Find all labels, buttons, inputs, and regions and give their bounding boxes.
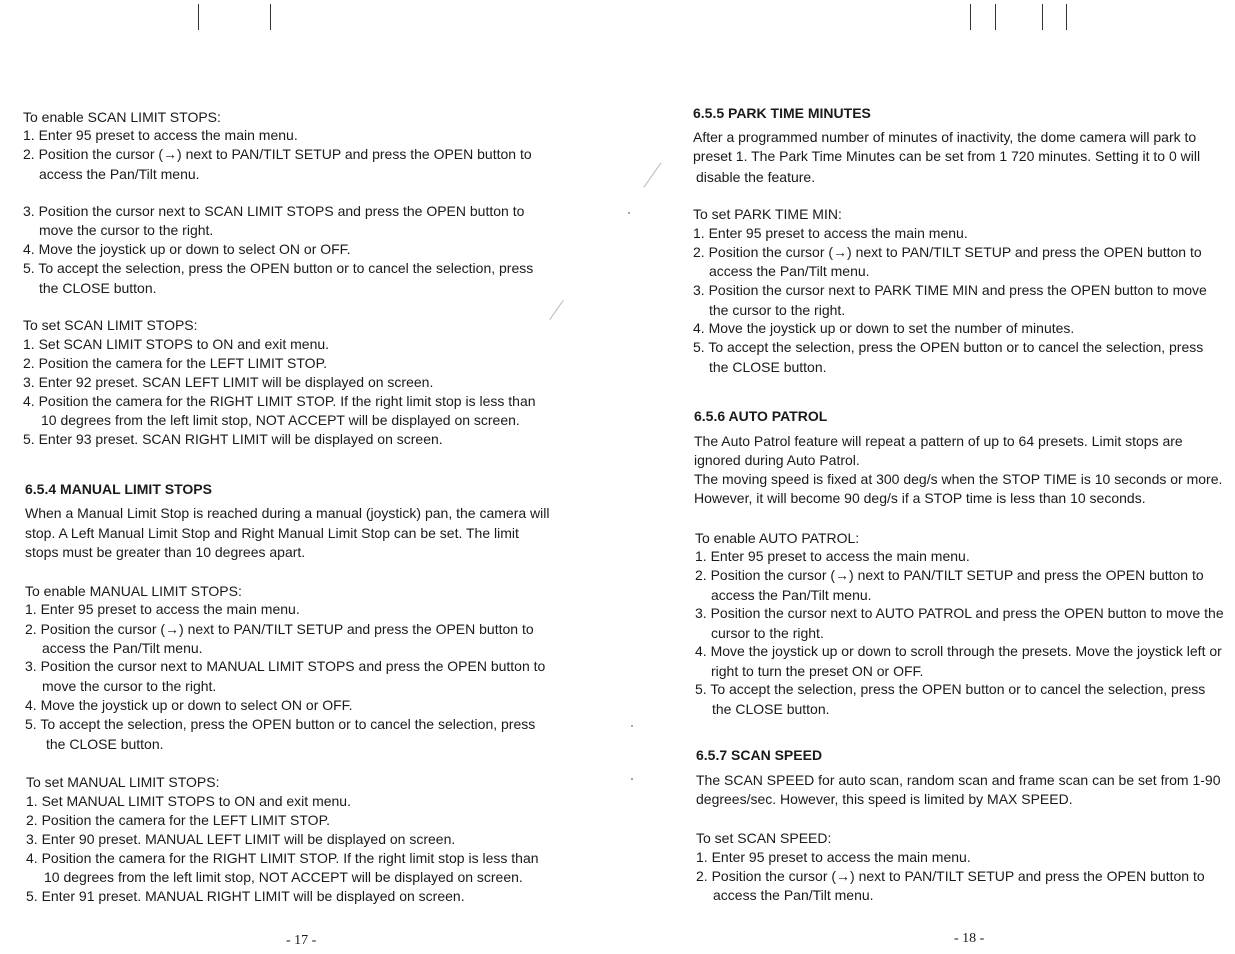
section-intro: To set PARK TIME MIN: (693, 206, 842, 222)
body-text: The SCAN SPEED for auto scan, random scan and frame scan can be set from 1-90 (696, 772, 1221, 788)
body-text: stops must be greater than 10 degrees apart. (25, 544, 306, 560)
step-text: cursor to the right. (711, 625, 824, 641)
step-text: 5. To accept the selection, press the OPEN button or to cancel the selection, press (23, 260, 534, 276)
body-text: However, it will become 90 deg/s if a STOP time is less than 10 seconds. (694, 490, 1146, 506)
step-text: 1. Enter 95 preset to access the main menu. (693, 225, 968, 241)
step-text: 1. Enter 95 preset to access the main menu. (23, 127, 298, 143)
step-text: 4. Position the camera for the RIGHT LIMIT STOP. If the right limit stop is less than (26, 850, 539, 866)
section-intro: To set SCAN LIMIT STOPS: (23, 317, 198, 333)
step-text: access the Pan/Tilt menu. (709, 263, 870, 279)
step-text: 4. Move the joystick up or down to select ON or OFF. (23, 241, 351, 257)
step-text: 1. Enter 95 preset to access the main menu. (695, 548, 970, 564)
step-text: 2. Position the camera for the LEFT LIMIT STOP. (26, 812, 330, 828)
step-text: move the cursor to the right. (39, 222, 214, 238)
step-text: the CLOSE button. (39, 280, 157, 296)
section-intro: To set SCAN SPEED: (696, 830, 832, 846)
body-text: The moving speed is fixed at 300 deg/s when the STOP TIME is 10 seconds or more. (694, 471, 1223, 487)
step-text: 5. To accept the selection, press the OPEN button or to cancel the selection, press (693, 339, 1204, 355)
section-intro: To enable AUTO PATROL: (695, 530, 860, 546)
step-text: access the Pan/Tilt menu. (39, 166, 200, 182)
right-page (617, 0, 1235, 954)
step-text: the CLOSE button. (709, 359, 827, 375)
step-text: 3. Position the cursor next to PARK TIME MIN and press the OPEN button to move (693, 282, 1207, 298)
body-text: ignored during Auto Patrol. (694, 452, 860, 468)
body-text: stop. A Left Manual Limit Stop and Right Manual Limit Stop can be set. The limit (25, 525, 519, 541)
step-text: 3. Position the cursor next to SCAN LIMIT STOPS and press the OPEN button to (23, 203, 525, 219)
section-heading: 6.5.5 PARK TIME MINUTES (693, 105, 871, 121)
step-text: access the Pan/Tilt menu. (711, 587, 872, 603)
step-text: 10 degrees from the left limit stop, NOT ACCEPT will be displayed on screen. (41, 412, 520, 428)
step-text: 3. Position the cursor next to AUTO PATROL and press the OPEN button to move the (695, 605, 1224, 621)
step-text: 5. Enter 91 preset. MANUAL RIGHT LIMIT will be displayed on screen. (26, 888, 465, 904)
step-text: right to turn the preset ON or OFF. (711, 663, 924, 679)
section-heading: 6.5.6 AUTO PATROL (694, 408, 828, 424)
left-page (0, 0, 617, 954)
step-text: 2. Position the cursor (→) next to PAN/TILT SETUP and press the OPEN button to (25, 621, 534, 637)
step-text: move the cursor to the right. (42, 678, 217, 694)
step-text: 3. Position the cursor next to MANUAL LIMIT STOPS and press the OPEN button to (25, 658, 546, 674)
body-text: degrees/sec. However, this speed is limited by MAX SPEED. (696, 791, 1073, 807)
section-intro: To enable SCAN LIMIT STOPS: (23, 109, 221, 125)
step-text: access the Pan/Tilt menu. (42, 640, 203, 656)
step-text: the cursor to the right. (709, 302, 846, 318)
step-text: 4. Move the joystick up or down to scroll through the presets. Move the joystick left or (695, 643, 1222, 659)
step-text: 1. Enter 95 preset to access the main menu. (25, 601, 300, 617)
step-text: 4. Position the camera for the RIGHT LIMIT STOP. If the right limit stop is less than (23, 393, 536, 409)
section-heading: 6.5.7 SCAN SPEED (696, 747, 823, 763)
step-text: 10 degrees from the left limit stop, NOT ACCEPT will be displayed on screen. (44, 869, 523, 885)
step-text: the CLOSE button. (46, 736, 164, 752)
page-number: - 18 - (954, 931, 985, 946)
page-number: - 17 - (286, 933, 317, 948)
section-heading: 6.5.4 MANUAL LIMIT STOPS (25, 481, 212, 497)
step-text: access the Pan/Tilt menu. (713, 887, 874, 903)
step-text: 3. Enter 92 preset. SCAN LEFT LIMIT will be displayed on screen. (23, 374, 434, 390)
body-text: disable the feature. (696, 169, 816, 185)
step-text: 5. To accept the selection, press the OPEN button or to cancel the selection, press (25, 716, 536, 732)
step-text: 2. Position the cursor (→) next to PAN/TILT SETUP and press the OPEN button to (693, 244, 1202, 260)
section-intro: To set MANUAL LIMIT STOPS: (26, 774, 220, 790)
step-text: 5. To accept the selection, press the OPEN button or to cancel the selection, press (695, 681, 1206, 697)
body-text: preset 1. The Park Time Minutes can be set from 1 720 minutes. Setting it to 0 will (693, 148, 1201, 164)
step-text: 2. Position the cursor (→) next to PAN/TILT SETUP and press the OPEN button to (23, 146, 532, 162)
body-text: When a Manual Limit Stop is reached during a manual (joystick) pan, the camera will (25, 505, 550, 521)
section-intro: To enable MANUAL LIMIT STOPS: (25, 583, 242, 599)
step-text: 2. Position the cursor (→) next to PAN/TILT SETUP and press the OPEN button to (696, 868, 1205, 884)
body-text: The Auto Patrol feature will repeat a pattern of up to 64 presets. Limit stops are (694, 433, 1183, 449)
step-text: 1. Enter 95 preset to access the main menu. (696, 849, 971, 865)
step-text: 4. Move the joystick up or down to select ON or OFF. (25, 697, 353, 713)
step-text: 2. Position the cursor (→) next to PAN/TILT SETUP and press the OPEN button to (695, 567, 1204, 583)
body-text: After a programmed number of minutes of inactivity, the dome camera will park to (693, 129, 1197, 145)
step-text: 3. Enter 90 preset. MANUAL LEFT LIMIT will be displayed on screen. (26, 831, 456, 847)
step-text: 2. Position the camera for the LEFT LIMIT STOP. (23, 355, 327, 371)
step-text: 1. Set SCAN LIMIT STOPS to ON and exit menu. (23, 336, 330, 352)
step-text: the CLOSE button. (712, 701, 830, 717)
step-text: 4. Move the joystick up or down to set the number of minutes. (693, 320, 1075, 336)
step-text: 1. Set MANUAL LIMIT STOPS to ON and exit menu. (26, 793, 351, 809)
step-text: 5. Enter 93 preset. SCAN RIGHT LIMIT will be displayed on screen. (23, 431, 443, 447)
